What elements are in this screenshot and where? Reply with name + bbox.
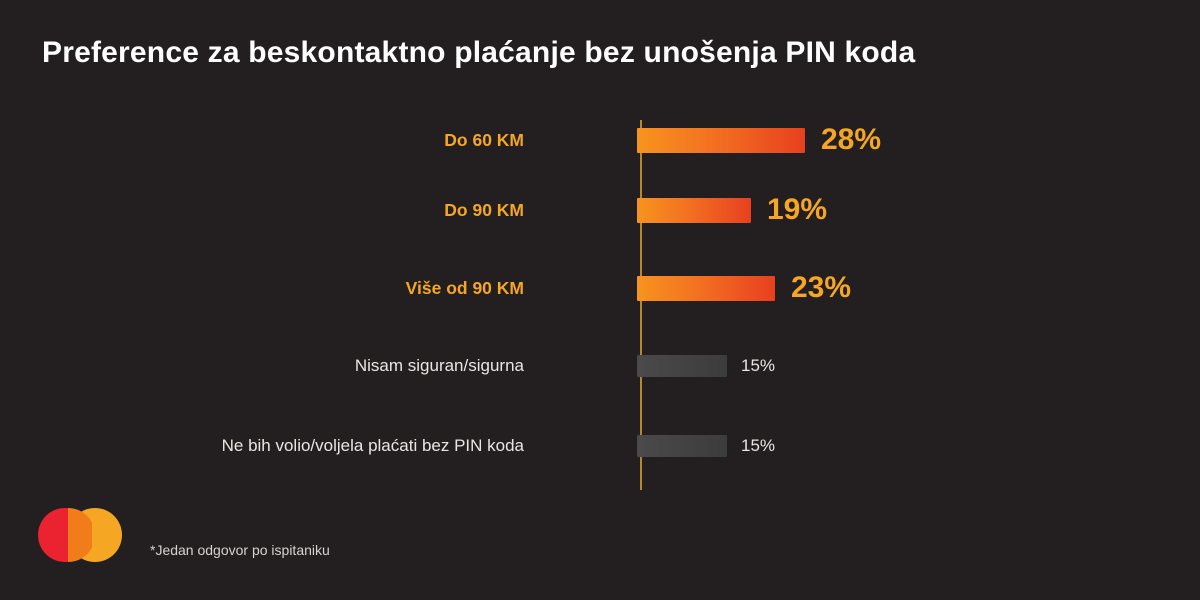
chart-row bbox=[0, 110, 1200, 170]
footnote: *Jedan odgovor po ispitaniku bbox=[150, 542, 330, 558]
chart-bar bbox=[637, 128, 805, 153]
chart-row-label: Do 90 KM bbox=[444, 199, 524, 220]
bar-chart bbox=[0, 110, 1200, 490]
chart-bar-value: 15% bbox=[741, 436, 776, 455]
chart-row-label: Nisam siguran/sigurna bbox=[354, 356, 524, 375]
mastercard-logo bbox=[38, 508, 122, 562]
chart-bar bbox=[637, 355, 727, 377]
chart-row-label: Ne bih volio/voljela plaćati bez PIN koda bbox=[221, 436, 524, 455]
chart-bar-value: 19% bbox=[767, 193, 828, 226]
chart-bar-wrap bbox=[637, 355, 775, 377]
chart-row bbox=[0, 416, 1200, 476]
chart-row bbox=[0, 258, 1200, 318]
chart-bar-value: 15% bbox=[741, 356, 776, 375]
chart-row-label: Više od 90 KM bbox=[405, 277, 524, 298]
chart-bar bbox=[637, 198, 751, 223]
chart-bar-wrap bbox=[637, 271, 851, 305]
chart-bar-wrap bbox=[637, 435, 775, 457]
chart-bar-wrap bbox=[637, 123, 881, 157]
chart-row-label: Do 60 KM bbox=[444, 129, 524, 150]
chart-row bbox=[0, 336, 1200, 396]
page-title: Preference za beskontaktno plaćanje bez unošenja PIN koda bbox=[42, 36, 916, 69]
chart-bar-value: 23% bbox=[791, 271, 852, 304]
chart-bar-value: 28% bbox=[821, 123, 882, 156]
chart-bar-wrap bbox=[637, 193, 827, 227]
chart-row bbox=[0, 180, 1200, 240]
chart-bar bbox=[637, 435, 727, 457]
chart-bar bbox=[637, 276, 775, 301]
